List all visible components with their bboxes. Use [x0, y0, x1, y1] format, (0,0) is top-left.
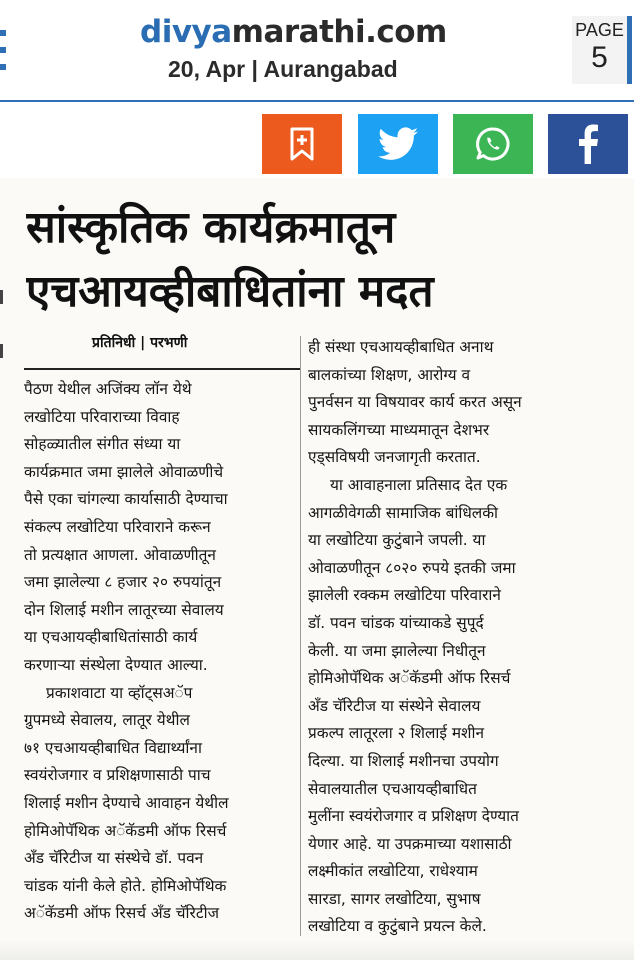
article-text-line: लखोटिया व कुटुंबाने प्रयत्न केले.	[308, 917, 487, 936]
article-column-right	[308, 334, 584, 941]
headline-line: एचआयव्हीबाधितांना मदत	[26, 266, 434, 317]
logo-com: .com	[365, 14, 447, 50]
article-byline: प्रतिनिधी | परभणी	[92, 335, 188, 351]
whatsapp-share-button[interactable]	[453, 114, 533, 174]
article-text-line: सेवालयातील एचआयव्हीबाधित	[308, 779, 477, 798]
page-label: PAGE	[575, 20, 624, 40]
page-bottom-edge	[0, 940, 634, 960]
header-divider	[0, 100, 634, 102]
site-logo[interactable]	[140, 14, 447, 50]
headline-line: सांस्कृतिक कार्यक्रमातून	[26, 202, 396, 253]
menu-icon[interactable]	[0, 30, 6, 70]
article-text-line: आगळीवेगळी सामाजिक बांधिलकी	[308, 503, 499, 522]
article-text-line: प्रकल्प लातूरला २ शिलाई मशीन	[308, 724, 485, 743]
article-text-line: एड्सविषयी जनजागृती करतात.	[308, 448, 481, 467]
crop-marks	[0, 290, 6, 360]
article-text-line: केली. या जमा झालेल्या निधीतून	[308, 641, 486, 660]
article-text-line: स्वयंरोजगार व प्रशिक्षणासाठी पाच	[24, 766, 211, 785]
article-text-line: प्रकाशवाटा या व्हॉट्सअॅप	[46, 683, 193, 702]
article-text-line: करणाऱ्या संस्थेला देण्यात आल्या.	[24, 655, 208, 674]
article-text-line: अँड चॅरिटीज या संस्थेने सेवालय	[308, 696, 481, 715]
article-text-line: होमिओपॅथिक अॅकॅडमी ऑफ रिसर्च	[308, 669, 511, 688]
article-text-line: संकल्प लखोटिया परिवाराने करून	[24, 517, 211, 536]
article-column-left	[24, 376, 296, 928]
twitter-icon	[378, 127, 418, 161]
article-text-line: अँड चॅरिटीज या संस्थेचे डॉ. पवन	[24, 849, 204, 868]
whatsapp-icon	[475, 126, 511, 162]
article-text-line: ही संस्था एचआयव्हीबाधित अनाथ	[308, 338, 494, 356]
article-text-line: सारडा, सागर लखोटिया, सुभाष	[308, 889, 481, 908]
article-text-line: लखोटिया परिवाराच्या विवाह	[24, 407, 180, 426]
article-text-line: दिल्या. या शिलाई मशीनचा उपयोग	[308, 751, 499, 770]
column-divider	[300, 336, 301, 936]
article-text-line: अॅकॅडमी ऑफ रिसर्च अँड चॅरिटीज	[24, 904, 219, 923]
article-text-line: पुनर्वसन या विषयावर कार्य करत असून	[308, 393, 522, 412]
article-text-line: सायकलिंगच्या माध्यमातून देशभर	[308, 420, 490, 439]
article-text-line: झालेली रक्कम लखोटिया परिवाराने	[308, 586, 501, 605]
article-text-line: दोन शिलाई मशीन लातूरच्या सेवालय	[24, 600, 224, 619]
page-number: 5	[591, 41, 608, 74]
article-text-line: पैसे एका चांगल्या कार्यासाठी देण्याचा	[24, 490, 228, 509]
logo-divya: divya	[140, 14, 232, 50]
article-text-line: पैठण येथील अजिंक्य लॉन येथे	[24, 380, 192, 398]
facebook-icon	[577, 124, 599, 164]
bookmark-icon	[289, 127, 315, 161]
article-text-line: या एचआयव्हीबाधितांसाठी कार्य	[24, 628, 198, 647]
bookmark-button[interactable]	[262, 114, 342, 174]
article-text-line: शिलाई मशीन देण्याचे आवाहन येथील	[24, 793, 229, 812]
article-text-line: बालकांच्या शिक्षण, आरोग्य व	[308, 365, 471, 384]
article-text-line: या लखोटिया कुटुंबाने जपली. या	[308, 531, 486, 550]
article-text-line: ग्रुपमध्ये सेवालय, लातूर येथील	[24, 711, 190, 730]
article-text-line: डॉ. पवन चांडक यांच्याकडे सुपूर्द	[308, 613, 484, 632]
logo-marathi: marathi	[231, 14, 366, 50]
article-text-line: या आवाहनाला प्रतिसाद देत एक	[330, 475, 508, 494]
article-text-line: होमिओपॅथिक अॅकॅडमी ऑफ रिसर्च	[24, 821, 227, 840]
twitter-share-button[interactable]	[358, 114, 438, 174]
article-text-line: लक्ष्मीकांत लखोटिया, राधेश्याम	[308, 862, 478, 881]
article-text-line: येणार आहे. या उपक्रमाच्या यशासाठी	[308, 834, 512, 853]
article-text-line: सोहळ्यातील संगीत संध्या या	[24, 435, 181, 454]
article-text-line: चांडक यांनी केले होते. होमिओपॅथिक	[24, 876, 227, 895]
byline-divider	[24, 368, 300, 370]
article-text-line: मुलींना स्वयंरोजगार व प्रशिक्षण देण्यात	[308, 807, 519, 826]
edition-dateline: 20, Apr | Aurangabad	[168, 56, 398, 82]
article-text-line: तो प्रत्यक्षात आणला. ओवाळणीतून	[24, 545, 216, 564]
facebook-share-button[interactable]	[548, 114, 628, 174]
article-text-line: कार्यक्रमात जमा झालेले ओवाळणीचे	[24, 462, 224, 481]
article-text-line: जमा झालेल्या ८ हजार २० रुपयांतून	[24, 573, 222, 592]
article-headline	[26, 196, 616, 324]
article-text-line: ओवाळणीतून ८०२० रुपये इतकी जमा	[308, 558, 516, 577]
page-indicator	[572, 16, 632, 84]
article-text-line: ७१ एचआयव्हीबाधित विद्यार्थ्यांना	[24, 738, 202, 757]
